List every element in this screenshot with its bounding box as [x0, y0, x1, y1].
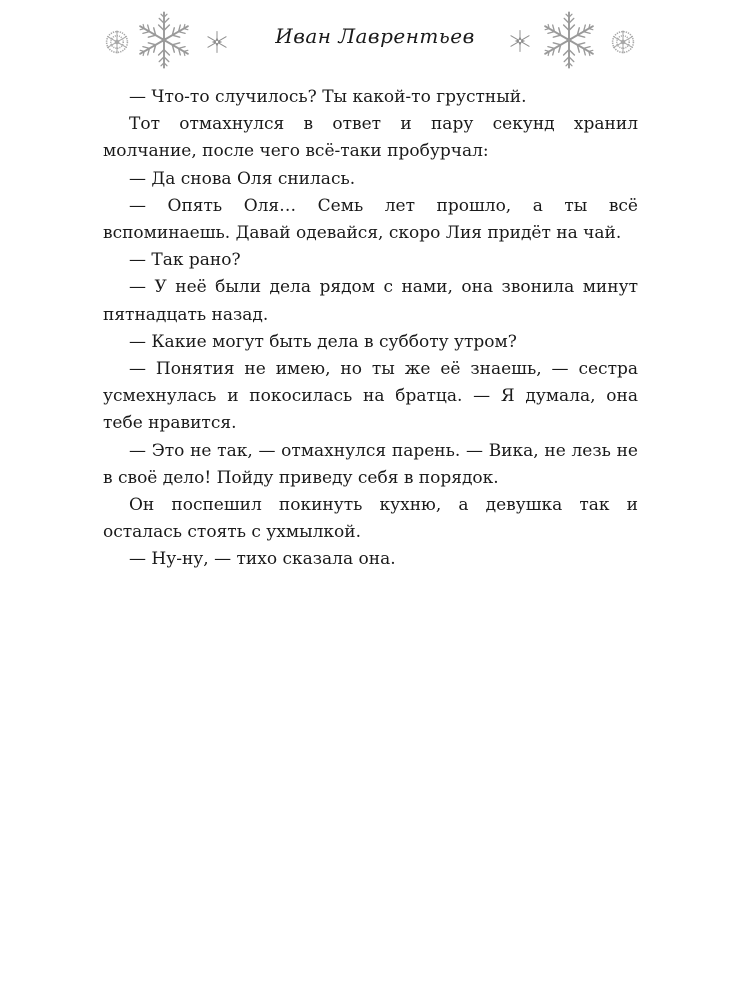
snowflake-icon	[610, 29, 636, 55]
paragraph: — Какие могут быть дела в субботу утром?	[129, 331, 517, 352]
page-body	[103, 84, 638, 574]
paragraph: — Что-то случилось? Ты какой-то грустный.	[129, 87, 527, 107]
author-name: Иван Лаврентьев	[275, 24, 475, 48]
paragraph: Тот отмахнулся в ответ и пару секунд хранил молчание, после чего всё-таки пробурчал:	[103, 114, 638, 162]
paragraph: — Это не так, — отмахнулся парень. — Вика, не лезь не в своё дело! Пойду приведу себя в порядок.	[103, 440, 638, 488]
snowflake-icon	[508, 29, 532, 53]
paragraph: Он поспешил покинуть кухню, а девушка так и осталась стоять с ухмылкой.	[103, 495, 638, 543]
paragraph: — Так рано?	[129, 250, 241, 271]
paragraph: — Ну-ну, — тихо сказала она.	[129, 549, 396, 570]
paragraph: — Да снова Оля снилась.	[129, 168, 356, 189]
snowflake-icon	[539, 10, 599, 70]
paragraph: — Понятия не имею, но ты же её знаешь, — сестра усмехнулась и покосилась на братца. — Я думала, она тебе нравится.	[103, 359, 638, 434]
paragraph: — У неё были дела рядом с нами, она звонила минут пятнадцать назад.	[103, 277, 638, 325]
page-header	[0, 0, 750, 80]
paragraph: — Опять Оля… Семь лет прошло, а ты всё вспоминаешь. Давай одевайся, скоро Лия придёт на чай.	[103, 195, 638, 244]
